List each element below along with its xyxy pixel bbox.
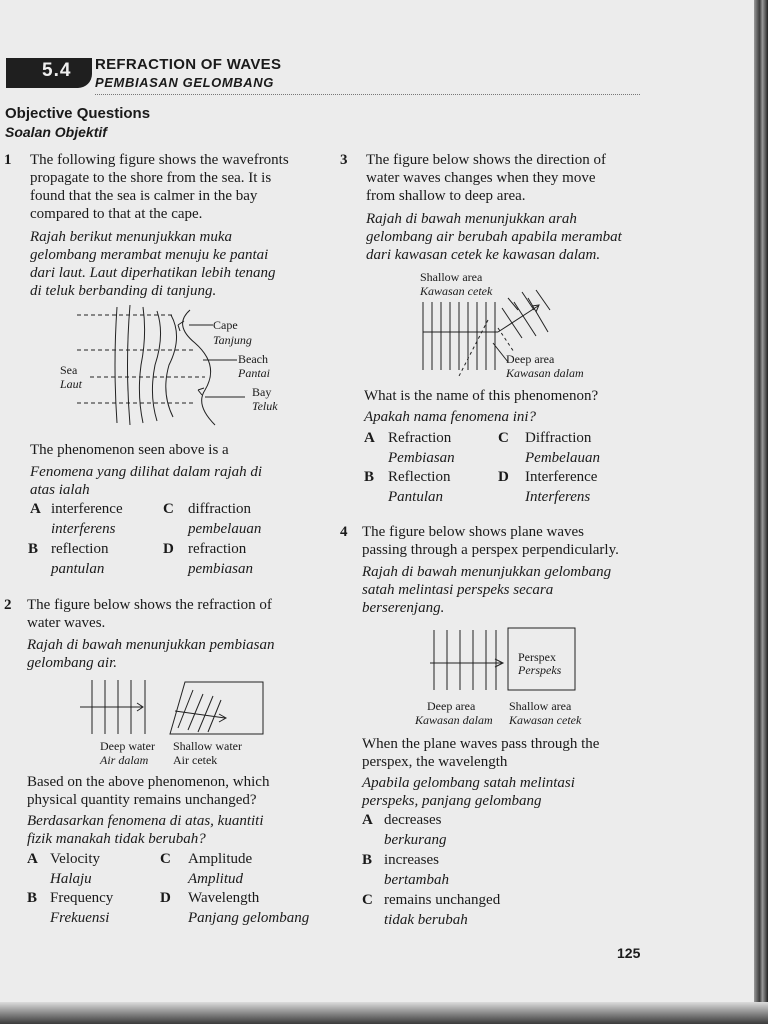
q1-line: The following figure shows the wavefronts: [30, 152, 289, 168]
option-letter: A: [30, 501, 41, 517]
fig-label-ms: Air cetek: [173, 753, 218, 767]
q1-question: The phenomenon seen above is a: [30, 442, 229, 458]
option-text: increases: [384, 852, 439, 868]
q1-question-ms-line: atas ialah: [30, 482, 90, 498]
option-text: interference: [51, 501, 123, 517]
option-b[interactable]: [362, 851, 372, 869]
q1-line-ms: gelombang merambat menuju ke pantai: [30, 247, 269, 263]
option-letter: D: [163, 541, 174, 557]
q4-line-ms: Rajah di bawah menunjukkan gelombang: [362, 564, 612, 580]
q2-question-line: physical quantity remains unchanged?: [27, 792, 257, 808]
fig-label: Deep water: [100, 739, 155, 753]
option-d[interactable]: [160, 889, 171, 907]
fig-label-ms: Pantai: [238, 366, 270, 380]
option-letter: B: [27, 890, 38, 906]
option-text: Diffraction: [525, 430, 592, 446]
option-text-ms: interferens: [51, 521, 116, 537]
option-text: Interference: [525, 469, 598, 485]
fig-label-ms: Kawasan cetek: [509, 713, 582, 727]
option-text-ms: Pembelauan: [525, 450, 600, 466]
option-letter: D: [160, 890, 171, 906]
q4-question-ms-line: perspeks, panjang gelombang: [362, 793, 542, 809]
q4-line: passing through a perspex perpendicularly.: [362, 542, 619, 558]
option-c[interactable]: [160, 850, 171, 868]
fig-label: Sea: [60, 363, 78, 377]
option-letter: B: [362, 852, 373, 868]
option-letter: C: [160, 851, 171, 867]
section-number: 5.4: [42, 60, 72, 81]
option-text: Wavelength: [188, 890, 260, 906]
divider: [95, 94, 640, 96]
option-text: Amplitude: [188, 851, 253, 867]
q1-stem-ms: [30, 228, 330, 300]
question-number: 3: [340, 152, 348, 168]
q3-stem-ms: [366, 210, 666, 264]
q4-line-ms: satah melintasi perspeks secara: [362, 582, 554, 598]
option-a[interactable]: [30, 500, 41, 518]
q3-line-ms: gelombang air berubah apabila merambat: [366, 229, 622, 245]
option-text-ms: tidak berubah: [384, 912, 468, 928]
question-number: 4: [340, 524, 348, 540]
option-letter: D: [498, 469, 509, 485]
q4-line-ms: berserenjang.: [362, 600, 445, 616]
option-letter: C: [498, 430, 509, 446]
option-d[interactable]: [163, 540, 174, 558]
q3-question-ms: Apakah nama fenomena ini?: [364, 409, 537, 425]
option-text: Velocity: [50, 851, 100, 867]
q4-question-line: perspex, the wavelength: [362, 754, 508, 770]
fig-label-ms: Kawasan dalam: [415, 713, 493, 727]
option-text-ms: bertambah: [384, 872, 449, 888]
option-text: diffraction: [188, 501, 252, 517]
q1-line-ms: di teluk berbanding di tanjung.: [30, 283, 217, 299]
option-text-ms: Pembiasan: [388, 450, 455, 466]
q1-line: propagate to the shore from the sea. It is: [30, 170, 272, 186]
q2-stem-ms: [27, 636, 327, 672]
q3-line: water waves changes when they move: [366, 170, 596, 186]
option-a[interactable]: [364, 429, 375, 447]
binding-edge: [754, 0, 768, 1024]
option-a[interactable]: [362, 811, 373, 829]
option-c[interactable]: [163, 500, 174, 518]
option-letter: A: [27, 851, 38, 867]
page-bottom-shadow: [0, 1002, 768, 1024]
option-text: Refraction: [388, 430, 452, 446]
page-number: 125: [617, 945, 641, 961]
fig-label-ms: Air dalam: [100, 753, 149, 767]
q2-question-ms-line: Berdasarkan fenomena di atas, kuantiti: [27, 813, 264, 829]
fig-label: Deep area: [506, 352, 555, 366]
q4-question-ms-line: Apabila gelombang satah melintasi: [362, 775, 575, 791]
q2-line: The figure below shows the refraction of: [27, 597, 272, 613]
q3-line: from shallow to deep area.: [366, 188, 526, 204]
q3-line-ms: Rajah di bawah menunjukkan arah: [366, 211, 577, 227]
option-text-ms: berkurang: [384, 832, 447, 848]
q1-line: compared to that at the cape.: [30, 206, 203, 222]
q2-question-ms: [27, 812, 327, 848]
question-number: 1: [4, 152, 12, 168]
fig-label: Shallow area: [420, 270, 483, 284]
q2-line-ms: gelombang air.: [27, 655, 117, 671]
q2-question-ms-line: fizik manakah tidak berubah?: [27, 831, 206, 847]
fig-label: Shallow area: [509, 699, 572, 713]
option-text-ms: Interferens: [525, 489, 591, 505]
fig-label: Perspex: [518, 650, 556, 664]
q2-line: water waves.: [27, 615, 106, 631]
q2-stem-en: [27, 596, 327, 632]
option-c[interactable]: [362, 891, 373, 909]
option-text-ms: Frekuensi: [50, 910, 110, 926]
q4-question-ms: [362, 774, 662, 810]
option-letter: C: [163, 501, 174, 517]
subheading-ms: Soalan Objektif: [5, 124, 107, 140]
q1-stem-en: [30, 151, 325, 223]
option-letter: B: [364, 469, 375, 485]
subheading: Objective Questions: [5, 105, 151, 122]
option-c[interactable]: [498, 429, 509, 447]
option-letter: A: [364, 430, 375, 446]
fig-label: Shallow water: [173, 739, 242, 753]
option-text-ms: pantulan: [51, 561, 105, 577]
fig-label: Cape: [213, 318, 238, 332]
option-letter: B: [28, 541, 39, 557]
option-text-ms: Pantulan: [388, 489, 443, 505]
q1-question-ms: [30, 463, 330, 499]
section-badge: [6, 58, 92, 88]
q3-line-ms: dari kawasan cetek ke kawasan dalam.: [366, 247, 601, 263]
fig-label: Beach: [238, 352, 268, 366]
option-text: Reflection: [388, 469, 451, 485]
q1-line-ms: dari laut. Laut diperhatikan lebih tenang: [30, 265, 276, 281]
q3-stem-en: [366, 151, 666, 205]
q4-line: The figure below shows plane waves: [362, 524, 585, 540]
option-text: remains unchanged: [384, 892, 501, 908]
refraction-water-figure: [75, 676, 270, 738]
section-title: REFRACTION OF WAVES: [95, 56, 282, 73]
section-title-ms: PEMBIASAN GELOMBANG: [95, 75, 274, 90]
fig-label: Bay: [252, 385, 272, 399]
q2-question-line: Based on the above phenomenon, which: [27, 774, 270, 790]
option-text-ms: pembelauan: [188, 521, 262, 537]
question-number: 2: [4, 597, 12, 613]
option-letter: C: [362, 892, 373, 908]
option-b[interactable]: [28, 540, 38, 558]
q3-line: The figure below shows the direction of: [366, 152, 606, 168]
q3-question: What is the name of this phenomenon?: [364, 388, 599, 404]
option-text-ms: pembiasan: [188, 561, 253, 577]
option-b[interactable]: [27, 889, 37, 907]
option-text: reflection: [51, 541, 109, 557]
q4-stem-ms: [362, 563, 662, 617]
q2-line-ms: Rajah di bawah menunjukkan pembiasan: [27, 637, 275, 653]
q4-stem-en: [362, 523, 662, 559]
fig-label-ms: Kawasan dalam: [506, 366, 584, 380]
fig-label-ms: Kawasan cetek: [420, 284, 493, 298]
option-text: decreases: [384, 812, 442, 828]
option-a[interactable]: [27, 850, 38, 868]
q1-line: found that the sea is calmer in the bay: [30, 188, 258, 204]
q2-question: [27, 773, 327, 809]
fig-label-ms: Teluk: [252, 399, 278, 413]
option-b[interactable]: [364, 468, 374, 486]
option-text: refraction: [188, 541, 247, 557]
fig-label-ms: Perspeks: [518, 663, 562, 677]
q1-question-ms-line: Fenomena yang dilihat dalam rajah di: [30, 464, 263, 480]
fig-label-ms: Tanjung: [213, 333, 252, 347]
option-text-ms: Halaju: [50, 871, 92, 887]
q4-question: [362, 735, 662, 771]
option-text: Frequency: [50, 890, 114, 906]
option-text-ms: Amplitud: [188, 871, 243, 887]
q4-question-line: When the plane waves pass through the: [362, 736, 600, 752]
fig-label: Deep area: [427, 699, 476, 713]
option-text-ms: Panjang gelombang: [188, 910, 310, 926]
fig-label-ms: Laut: [60, 377, 83, 391]
option-letter: A: [362, 812, 373, 828]
q1-line-ms: Rajah berikut menunjukkan muka: [30, 229, 233, 245]
option-d[interactable]: [498, 468, 509, 486]
